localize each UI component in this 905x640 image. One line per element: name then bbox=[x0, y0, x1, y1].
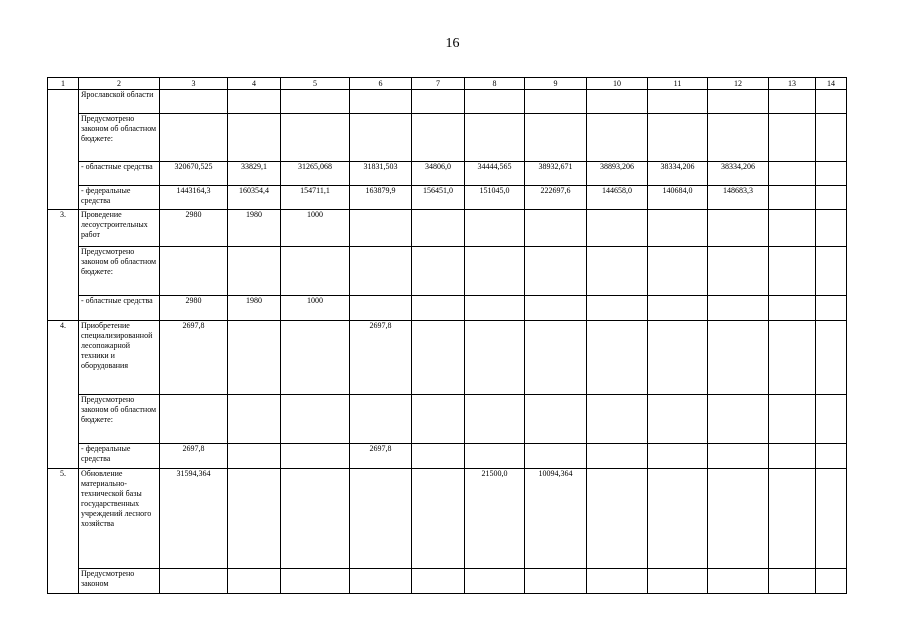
value-cell-col-6 bbox=[350, 569, 412, 594]
value-cell-col-14 bbox=[816, 162, 847, 186]
value-cell-col-7 bbox=[412, 395, 465, 444]
value-cell-col-11 bbox=[648, 247, 708, 296]
value-cell-col-12 bbox=[708, 210, 769, 247]
value-cell-col-7 bbox=[412, 444, 465, 469]
value-cell-col-8: 21500,0 bbox=[465, 469, 525, 569]
value-cell-col-4 bbox=[228, 444, 281, 469]
value-cell-col-8: 151045,0 bbox=[465, 186, 525, 210]
value-cell-col-11 bbox=[648, 321, 708, 395]
value-cell-col-7: 156451,0 bbox=[412, 186, 465, 210]
value-cell-col-10 bbox=[587, 114, 648, 162]
value-cell-col-11 bbox=[648, 444, 708, 469]
value-cell-col-7 bbox=[412, 114, 465, 162]
value-cell-col-9: 10094,364 bbox=[525, 469, 587, 569]
value-cell-col-8 bbox=[465, 114, 525, 162]
value-cell-col-14 bbox=[816, 321, 847, 395]
value-cell-col-7: 34806,0 bbox=[412, 162, 465, 186]
table-row bbox=[48, 210, 847, 247]
value-cell-col-6: 163879,9 bbox=[350, 186, 412, 210]
column-header-5: 5 bbox=[281, 78, 350, 90]
row-label: Проведение лесоустроительных работ bbox=[79, 210, 160, 247]
value-cell-col-10: 38893,206 bbox=[587, 162, 648, 186]
value-cell-col-3 bbox=[160, 395, 228, 444]
column-header-13: 13 bbox=[769, 78, 816, 90]
column-header-2: 2 bbox=[79, 78, 160, 90]
value-cell-col-10 bbox=[587, 296, 648, 321]
value-cell-col-10 bbox=[587, 247, 648, 296]
value-cell-col-13 bbox=[769, 162, 816, 186]
column-header-10: 10 bbox=[587, 78, 648, 90]
column-header-11: 11 bbox=[648, 78, 708, 90]
value-cell-col-12 bbox=[708, 444, 769, 469]
value-cell-col-12 bbox=[708, 114, 769, 162]
value-cell-col-12 bbox=[708, 395, 769, 444]
row-label: - областные средства bbox=[79, 162, 160, 186]
value-cell-col-4: 160354,4 bbox=[228, 186, 281, 210]
value-cell-col-5 bbox=[281, 114, 350, 162]
value-cell-col-3 bbox=[160, 114, 228, 162]
column-header-8: 8 bbox=[465, 78, 525, 90]
value-cell-col-8 bbox=[465, 569, 525, 594]
value-cell-col-6 bbox=[350, 469, 412, 569]
value-cell-col-13 bbox=[769, 114, 816, 162]
table-row bbox=[48, 162, 847, 186]
column-header-3: 3 bbox=[160, 78, 228, 90]
value-cell-col-8 bbox=[465, 444, 525, 469]
value-cell-col-12 bbox=[708, 296, 769, 321]
value-cell-col-7 bbox=[412, 90, 465, 114]
value-cell-col-7 bbox=[412, 210, 465, 247]
value-cell-col-6 bbox=[350, 395, 412, 444]
value-cell-col-10 bbox=[587, 569, 648, 594]
value-cell-col-9 bbox=[525, 114, 587, 162]
value-cell-col-8 bbox=[465, 321, 525, 395]
value-cell-col-5 bbox=[281, 247, 350, 296]
value-cell-col-11 bbox=[648, 210, 708, 247]
table-row bbox=[48, 186, 847, 210]
value-cell-col-13 bbox=[769, 469, 816, 569]
column-header-4: 4 bbox=[228, 78, 281, 90]
value-cell-col-14 bbox=[816, 469, 847, 569]
value-cell-col-12: 38334,206 bbox=[708, 162, 769, 186]
value-cell-col-6: 31831,503 bbox=[350, 162, 412, 186]
value-cell-col-11 bbox=[648, 90, 708, 114]
row-label: - областные средства bbox=[79, 296, 160, 321]
table-row bbox=[48, 114, 847, 162]
value-cell-col-12 bbox=[708, 247, 769, 296]
value-cell-col-9 bbox=[525, 569, 587, 594]
column-header-12: 12 bbox=[708, 78, 769, 90]
value-cell-col-13 bbox=[769, 321, 816, 395]
value-cell-col-13 bbox=[769, 569, 816, 594]
value-cell-col-4 bbox=[228, 569, 281, 594]
value-cell-col-10 bbox=[587, 210, 648, 247]
row-label: Приобретение специализированной лесопожарной техники и оборудования bbox=[79, 321, 160, 395]
value-cell-col-11 bbox=[648, 569, 708, 594]
value-cell-col-5 bbox=[281, 569, 350, 594]
table-row bbox=[48, 395, 847, 444]
value-cell-col-6: 2697,8 bbox=[350, 444, 412, 469]
value-cell-col-14 bbox=[816, 247, 847, 296]
row-label: Ярославской области bbox=[79, 90, 160, 114]
value-cell-col-12: 148683,3 bbox=[708, 186, 769, 210]
value-cell-col-5 bbox=[281, 395, 350, 444]
value-cell-col-7 bbox=[412, 469, 465, 569]
budget-table bbox=[47, 77, 847, 594]
value-cell-col-7 bbox=[412, 296, 465, 321]
value-cell-col-13 bbox=[769, 210, 816, 247]
value-cell-col-14 bbox=[816, 395, 847, 444]
row-label: Предусмотрено законом об областном бюджете: bbox=[79, 247, 160, 296]
value-cell-col-8 bbox=[465, 90, 525, 114]
column-header-9: 9 bbox=[525, 78, 587, 90]
value-cell-col-12 bbox=[708, 569, 769, 594]
table-row bbox=[48, 296, 847, 321]
value-cell-col-14 bbox=[816, 114, 847, 162]
value-cell-col-4: 1980 bbox=[228, 210, 281, 247]
value-cell-col-13 bbox=[769, 247, 816, 296]
table-header-row bbox=[48, 78, 847, 90]
value-cell-col-11 bbox=[648, 114, 708, 162]
value-cell-col-10 bbox=[587, 469, 648, 569]
value-cell-col-4 bbox=[228, 395, 281, 444]
value-cell-col-10 bbox=[587, 321, 648, 395]
value-cell-col-12 bbox=[708, 90, 769, 114]
table-row bbox=[48, 569, 847, 594]
table-row bbox=[48, 90, 847, 114]
table-row bbox=[48, 444, 847, 469]
value-cell-col-3 bbox=[160, 569, 228, 594]
value-cell-col-11 bbox=[648, 395, 708, 444]
value-cell-col-9 bbox=[525, 321, 587, 395]
row-number bbox=[48, 90, 79, 210]
value-cell-col-3: 320670,525 bbox=[160, 162, 228, 186]
value-cell-col-5 bbox=[281, 469, 350, 569]
row-label: Предусмотрено законом об областном бюджете: bbox=[79, 395, 160, 444]
value-cell-col-5: 1000 bbox=[281, 296, 350, 321]
value-cell-col-10 bbox=[587, 395, 648, 444]
value-cell-col-3: 2980 bbox=[160, 210, 228, 247]
value-cell-col-8: 34444,565 bbox=[465, 162, 525, 186]
table-row bbox=[48, 247, 847, 296]
value-cell-col-3 bbox=[160, 90, 228, 114]
value-cell-col-9 bbox=[525, 296, 587, 321]
value-cell-col-4: 33829,1 bbox=[228, 162, 281, 186]
value-cell-col-3: 2697,8 bbox=[160, 321, 228, 395]
column-header-1: 1 bbox=[48, 78, 79, 90]
value-cell-col-4 bbox=[228, 90, 281, 114]
table-row bbox=[48, 469, 847, 569]
value-cell-col-3: 2980 bbox=[160, 296, 228, 321]
value-cell-col-5: 154711,1 bbox=[281, 186, 350, 210]
value-cell-col-6 bbox=[350, 210, 412, 247]
value-cell-col-8 bbox=[465, 247, 525, 296]
value-cell-col-8 bbox=[465, 210, 525, 247]
value-cell-col-14 bbox=[816, 296, 847, 321]
value-cell-col-13 bbox=[769, 186, 816, 210]
value-cell-col-14 bbox=[816, 569, 847, 594]
value-cell-col-11 bbox=[648, 469, 708, 569]
row-number: 4. bbox=[48, 321, 79, 469]
value-cell-col-9 bbox=[525, 444, 587, 469]
value-cell-col-3: 2697,8 bbox=[160, 444, 228, 469]
value-cell-col-8 bbox=[465, 395, 525, 444]
value-cell-col-9 bbox=[525, 247, 587, 296]
value-cell-col-4 bbox=[228, 114, 281, 162]
value-cell-col-9: 222697,6 bbox=[525, 186, 587, 210]
value-cell-col-5: 1000 bbox=[281, 210, 350, 247]
value-cell-col-14 bbox=[816, 444, 847, 469]
value-cell-col-10 bbox=[587, 444, 648, 469]
value-cell-col-10: 144658,0 bbox=[587, 186, 648, 210]
value-cell-col-5 bbox=[281, 90, 350, 114]
value-cell-col-13 bbox=[769, 444, 816, 469]
value-cell-col-3 bbox=[160, 247, 228, 296]
column-header-7: 7 bbox=[412, 78, 465, 90]
value-cell-col-3: 31594,364 bbox=[160, 469, 228, 569]
value-cell-col-13 bbox=[769, 395, 816, 444]
value-cell-col-12 bbox=[708, 321, 769, 395]
table-body bbox=[48, 90, 847, 594]
value-cell-col-7 bbox=[412, 321, 465, 395]
row-label: - федеральные средства bbox=[79, 186, 160, 210]
value-cell-col-5 bbox=[281, 321, 350, 395]
page-number: 16 bbox=[445, 36, 460, 51]
value-cell-col-4 bbox=[228, 469, 281, 569]
value-cell-col-4 bbox=[228, 247, 281, 296]
value-cell-col-9: 38932,671 bbox=[525, 162, 587, 186]
value-cell-col-4 bbox=[228, 321, 281, 395]
value-cell-col-8 bbox=[465, 296, 525, 321]
row-label: Предусмотрено законом bbox=[79, 569, 160, 594]
value-cell-col-13 bbox=[769, 296, 816, 321]
value-cell-col-3: 1443164,3 bbox=[160, 186, 228, 210]
value-cell-col-7 bbox=[412, 247, 465, 296]
value-cell-col-6 bbox=[350, 296, 412, 321]
value-cell-col-9 bbox=[525, 210, 587, 247]
value-cell-col-5: 31265,068 bbox=[281, 162, 350, 186]
value-cell-col-14 bbox=[816, 210, 847, 247]
value-cell-col-6 bbox=[350, 247, 412, 296]
row-label: Обновление материально-технической базы государственных учреждений лесного хозяйства bbox=[79, 469, 160, 569]
value-cell-col-9 bbox=[525, 90, 587, 114]
value-cell-col-12 bbox=[708, 469, 769, 569]
value-cell-col-11 bbox=[648, 296, 708, 321]
value-cell-col-6 bbox=[350, 90, 412, 114]
value-cell-col-10 bbox=[587, 90, 648, 114]
value-cell-col-7 bbox=[412, 569, 465, 594]
value-cell-col-11: 38334,206 bbox=[648, 162, 708, 186]
value-cell-col-9 bbox=[525, 395, 587, 444]
value-cell-col-6 bbox=[350, 114, 412, 162]
table-row bbox=[48, 321, 847, 395]
column-header-14: 14 bbox=[816, 78, 847, 90]
row-label: - федеральные средства bbox=[79, 444, 160, 469]
value-cell-col-11: 140684,0 bbox=[648, 186, 708, 210]
value-cell-col-5 bbox=[281, 444, 350, 469]
row-number: 5. bbox=[48, 469, 79, 594]
row-label: Предусмотрено законом об областном бюджете: bbox=[79, 114, 160, 162]
row-number: 3. bbox=[48, 210, 79, 321]
value-cell-col-14 bbox=[816, 90, 847, 114]
value-cell-col-14 bbox=[816, 186, 847, 210]
value-cell-col-4: 1980 bbox=[228, 296, 281, 321]
value-cell-col-6: 2697,8 bbox=[350, 321, 412, 395]
column-header-6: 6 bbox=[350, 78, 412, 90]
value-cell-col-13 bbox=[769, 90, 816, 114]
